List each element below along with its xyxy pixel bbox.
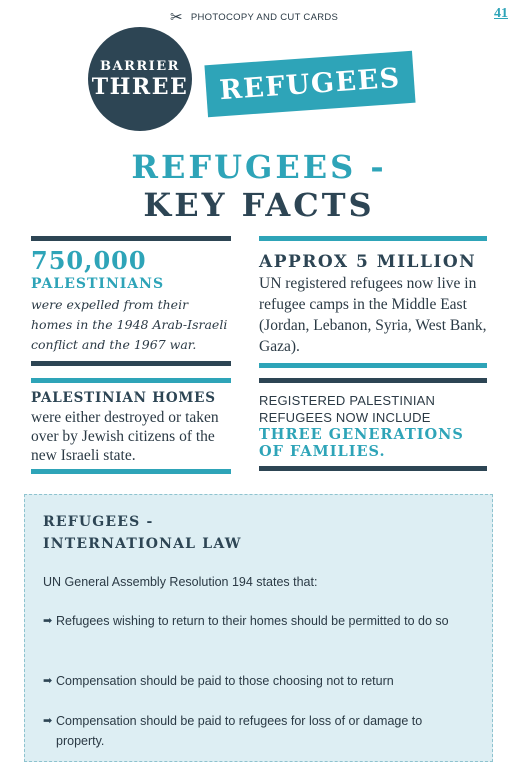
law-item-text: Refugees wishing to return to their homes should be permitted to do so [56, 614, 449, 628]
fact-number: 750,000 [31, 246, 147, 275]
law-intro: UN General Assembly Resolution 194 states that: [43, 575, 318, 589]
page-title-line1: REFUGEES - [131, 148, 387, 186]
page-number: 41 [494, 6, 508, 21]
law-title-line1: REFUGEES - [43, 514, 154, 530]
card-top-rule [259, 378, 487, 383]
fact-heading: PALESTINIAN HOMES [31, 390, 216, 406]
card-bottom-rule [259, 363, 487, 368]
law-item-text: Compensation should be paid to those choosing not to return [56, 674, 394, 688]
barrier-badge-line2: THREE [91, 73, 189, 100]
card-top-rule [31, 236, 231, 241]
law-title-line2: INTERNATIONAL LAW [43, 536, 242, 552]
cut-instruction [170, 10, 338, 25]
fact-card-homes [31, 378, 231, 474]
card-top-rule [31, 378, 231, 383]
law-list-item [43, 671, 463, 691]
law-list-item [43, 611, 463, 631]
law-list-item [43, 711, 463, 751]
refugees-banner: REFUGEES [204, 51, 415, 117]
card-bottom-rule [31, 469, 231, 474]
barrier-badge [88, 27, 192, 131]
fact-card-camps [259, 236, 487, 368]
arrow-right-icon: ➡ [43, 715, 53, 727]
fact-card-expelled [31, 236, 231, 366]
card-top-rule [259, 236, 487, 241]
fact-text: UN registered refugees now live in refugee camps in the Middle East (Jordan, Lebanon, Syria, West Bank, Gaza). [259, 275, 487, 355]
page-title-line2: KEY FACTS [143, 186, 375, 224]
international-law-box [24, 494, 493, 762]
scissors-icon: ✂ [170, 9, 183, 26]
cut-instruction-text: PHOTOCOPY AND CUT CARDS [190, 12, 339, 23]
page-title [0, 148, 518, 224]
law-item-text: Compensation should be paid to refugees for loss of or damage to property. [56, 714, 423, 748]
arrow-right-icon: ➡ [43, 615, 53, 627]
fact-card-generations [259, 378, 487, 471]
fact-text: REGISTERED PALESTINIAN REFUGEES NOW INCLUDE [259, 393, 436, 425]
fact-subject: PALESTINIANS [31, 276, 165, 292]
fact-text: were expelled from their homes in the 1948 Arab-Israeli conflict and the 1967 war. [31, 297, 228, 352]
card-bottom-rule [31, 361, 231, 366]
fact-heading: APPROX 5 MILLION [259, 252, 477, 272]
fact-text: were either destroyed or taken over by Jewish citizens of the new Israeli state. [31, 409, 219, 464]
arrow-right-icon: ➡ [43, 675, 53, 687]
law-title [43, 511, 242, 555]
fact-highlight: THREE GENERATIONS OF FAMILIES. [259, 426, 464, 460]
barrier-badge-line1: BARRIER [100, 58, 180, 74]
card-bottom-rule [259, 466, 487, 471]
